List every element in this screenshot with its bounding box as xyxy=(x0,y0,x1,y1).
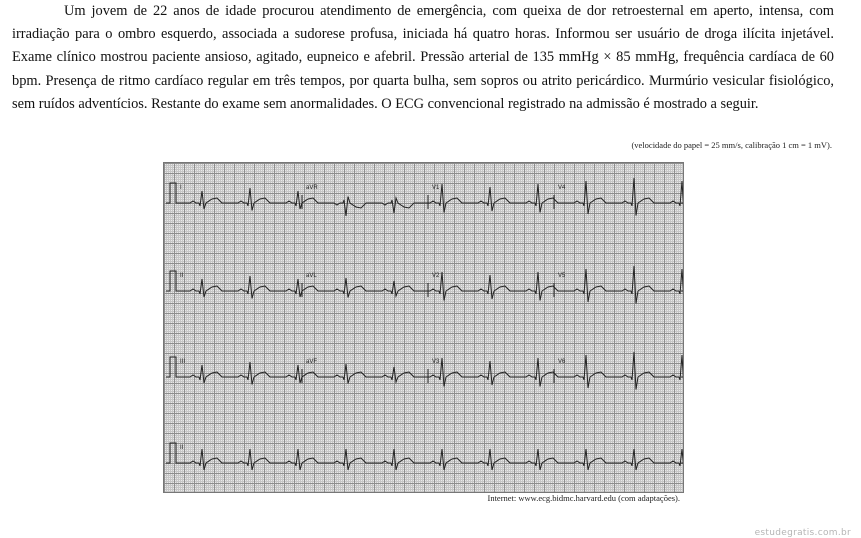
site-watermark: estudegratis.com.br xyxy=(754,528,851,538)
lead-label: V4 xyxy=(558,185,566,191)
ecg-tracing xyxy=(163,162,684,493)
lead-label: aVF xyxy=(306,359,318,365)
image-source-credit: Internet: www.ecg.bidmc.harvard.edu (com adaptações). xyxy=(487,493,680,503)
lead-label: aVR xyxy=(306,185,318,191)
lead-label: V6 xyxy=(558,359,566,365)
lead-label: V1 xyxy=(432,185,440,191)
lead-label: III xyxy=(180,359,186,365)
lead-label: II xyxy=(180,273,184,279)
ecg-trace-row-2 xyxy=(166,266,683,304)
lead-label: I xyxy=(180,185,182,191)
ecg-svg xyxy=(164,163,683,492)
lead-label: V3 xyxy=(432,359,440,365)
lead-label: V2 xyxy=(432,273,440,279)
lead-label: V5 xyxy=(558,273,566,279)
question-paragraph: Um jovem de 22 anos de idade procurou atendimento de emergência, com queixa de dor retroesternal em aperto, intensa, com irradiação para o ombro esquerdo, associada a sudorese profusa, iniciada há quatro horas. Informou ser usuário de droga ilícita injetável. Exame clínico mostrou paciente ansioso, agitado, eupneico e afebril. Pressão arterial de 135 mmHg × 85 mmHg, frequência cardíaca de 60 bpm. Presença de ritmo cardíaco regular em três tempos, por quarta bulha, sem sopros ou atrito pericárdico. Murmúrio vesicular fisiológico, sem ruídos adventícios. Restante do exame sem anormalidades. O ECG convencional registrado na admissão é mostrado a seguir. xyxy=(12,3,834,112)
paper-speed-note: (velocidade do papel = 25 mm/s, calibração 1 cm = 1 mV). xyxy=(631,140,832,150)
ecg-trace-row-3 xyxy=(166,352,683,390)
lead-label: aVL xyxy=(306,273,317,279)
ecg-trace-row-1 xyxy=(166,178,683,216)
ecg-trace-row-4 xyxy=(166,443,683,470)
lead-label: II xyxy=(180,445,184,451)
